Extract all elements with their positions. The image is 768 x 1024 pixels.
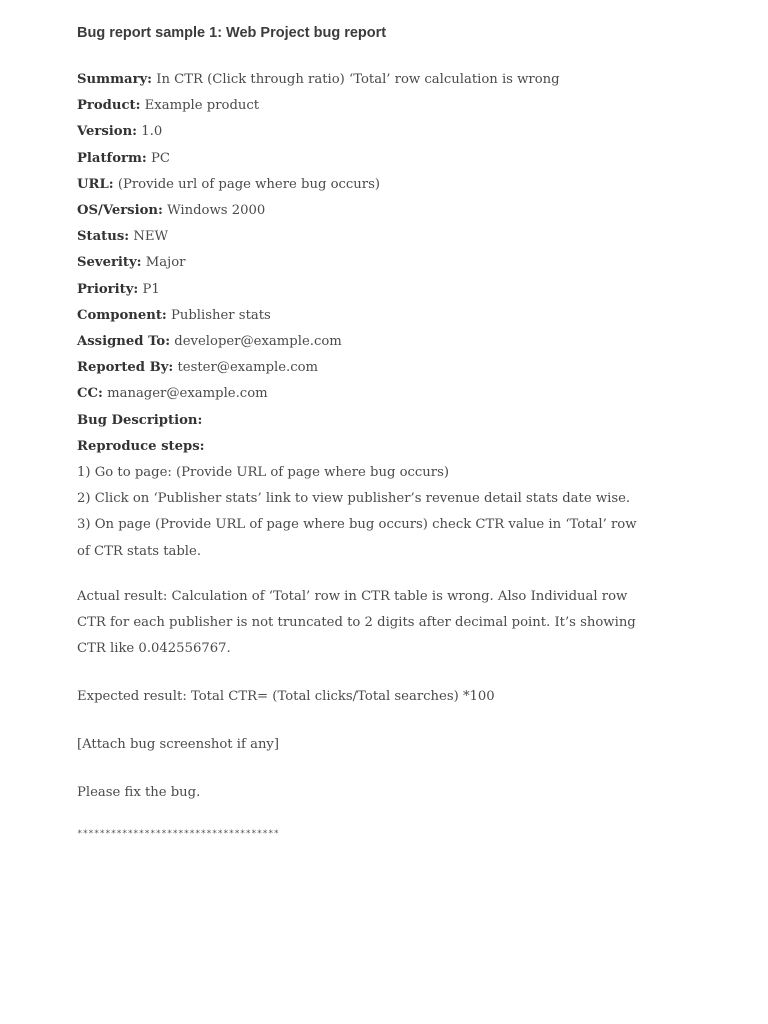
field-summary [77,67,677,93]
field-severity [77,250,677,276]
field-label: URL: [77,176,114,192]
field-value: NEW [133,229,169,245]
field-value: Publisher stats [171,307,271,323]
field-label: Assigned To: [77,334,171,350]
field-label: Platform: [77,150,147,166]
bug-fields [77,67,677,565]
field-value: manager@example.com [107,386,268,402]
step-item: 1) Go to page: (Provide URL of page where bug occurs) [77,465,449,481]
field-label: Summary: [77,72,153,87]
field-value: P1 [142,281,160,297]
field-component [77,303,677,329]
field-value: In CTR (Click through ratio) ‘Total’ row calculation is wrong [156,72,560,87]
field-label: Status: [77,229,130,245]
field-value: developer@example.com [174,334,342,350]
field-label: OS/Version: [77,203,163,219]
field-bug-description [77,408,677,434]
field-priority [77,277,677,303]
field-reproduce-steps [77,434,677,460]
field-url [77,172,677,198]
field-assigned-to [77,329,677,355]
field-value: Windows 2000 [167,203,266,219]
field-label: Component: [77,307,167,323]
field-label: Priority: [77,281,139,297]
field-value: Major [145,255,186,271]
separator-line: ************************************ [77,829,280,839]
closing-note: Please fix the bug. [77,785,201,800]
expected-result: Expected result: Total CTR= (Total clicks/Total searches) *100 [77,689,495,704]
field-os-version [77,198,677,224]
attach-note: [Attach bug screenshot if any] [77,737,280,752]
field-status [77,224,677,250]
field-label: Version: [77,124,138,140]
step-item: 3) On page (Provide URL of page where bug occurs) check CTR value in ‘Total’ row of CTR stats table. [77,517,637,559]
field-value: 1.0 [141,124,163,140]
field-label: Product: [77,98,141,114]
field-label: Reported By: [77,360,174,376]
document-title: Bug report sample 1: Web Project bug report [77,25,387,41]
field-cc [77,381,677,407]
field-label: Reproduce steps: [77,438,205,454]
field-value: PC [151,150,170,166]
field-label: Bug Description: [77,412,203,428]
field-label: Severity: [77,255,142,271]
field-platform [77,146,677,172]
field-value: tester@example.com [177,360,319,376]
field-product [77,93,677,119]
step-item: 2) Click on ‘Publisher stats’ link to view publisher’s revenue detail stats date wise. [77,491,631,507]
field-reported-by [77,355,677,381]
field-value: (Provide url of page where bug occurs) [117,176,381,192]
actual-result: Actual result: Calculation of ‘Total’ row in CTR table is wrong. Also Individual row CTR for each publisher is not truncated to 2 digits after decimal point. It’s showing CTR like 0.042556767. [77,589,636,657]
field-label: CC: [77,386,103,402]
field-version [77,119,677,145]
field-value: Example product [144,98,260,114]
